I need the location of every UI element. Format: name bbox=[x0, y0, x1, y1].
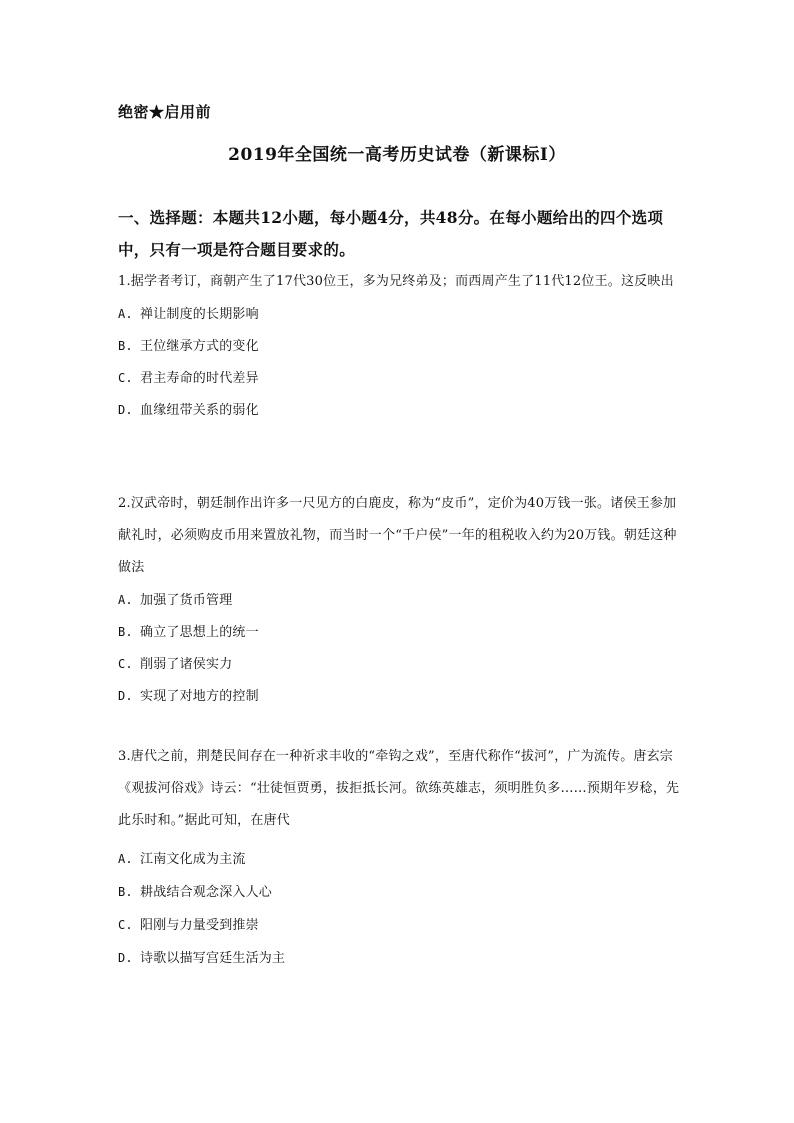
option-a bbox=[118, 843, 680, 876]
option-letter: B. bbox=[118, 625, 133, 639]
option-text: 实现了对地方的控制 bbox=[140, 689, 259, 704]
page-title: 2019年全国统一高考历史试卷（新课标Ⅰ） bbox=[228, 145, 566, 165]
option-d bbox=[118, 680, 680, 712]
section-heading: 一、选择题：本题共12小题，每小题4分，共48分。在每小题给出的四个选项中，只有一项是符合题目要求的。 bbox=[118, 208, 664, 259]
question-stem: 1.据学者考订，商朝产生了17代30位王，多为兄终弟及；而西周产生了11代12位王。这反映出 bbox=[118, 274, 674, 289]
option-b bbox=[118, 330, 680, 362]
option-letter: D. bbox=[118, 403, 133, 417]
question-3 bbox=[118, 741, 680, 975]
option-list bbox=[118, 843, 680, 975]
option-text: 确立了思想上的统一 bbox=[140, 625, 259, 640]
option-text: 江南文化成为主流 bbox=[140, 852, 246, 867]
option-letter: C. bbox=[118, 918, 133, 932]
option-text: 耕战结合观念深入人心 bbox=[140, 885, 273, 900]
question-stem: 2.汉武帝时，朝廷制作出许多一尺见方的白鹿皮，称为“皮币”，定价为40万钱一张。诸侯王参加献礼时，必须购皮币用来置放礼物，而当时一个“千户侯”一年的租税收入约为20万钱。朝廷这种做法 bbox=[118, 496, 677, 575]
question-1 bbox=[118, 266, 680, 426]
option-letter: A. bbox=[118, 307, 133, 321]
option-letter: D. bbox=[118, 689, 133, 703]
option-text: 王位继承方式的变化 bbox=[140, 339, 259, 354]
option-text: 阳刚与力量受到推崇 bbox=[140, 918, 259, 933]
option-text: 加强了货币管理 bbox=[140, 593, 233, 608]
option-c bbox=[118, 648, 680, 680]
option-text: 血缘纽带关系的弱化 bbox=[140, 403, 259, 418]
option-letter: B. bbox=[118, 339, 133, 353]
option-text: 君主寿命的时代差异 bbox=[140, 371, 259, 386]
question-2 bbox=[118, 488, 680, 712]
option-a bbox=[118, 584, 680, 616]
option-letter: C. bbox=[118, 657, 133, 671]
option-letter: B. bbox=[118, 885, 133, 899]
option-letter: D. bbox=[118, 951, 133, 965]
question-stem: 3.唐代之前，荆楚民间存在一种祈求丰收的“牵钩之戏”，至唐代称作“拔河”，广为流传。唐玄宗《观拔河俗戏》诗云：“壮徒恒贾勇，拔拒抵长河。欲练英雄志，须明胜负多……预期年岁稔，先此乐时和。”据此可知，在唐代 bbox=[118, 749, 680, 828]
option-text: 禅让制度的长期影响 bbox=[140, 307, 259, 322]
option-letter: C. bbox=[118, 371, 133, 385]
option-text: 诗歌以描写宫廷生活为主 bbox=[140, 951, 286, 966]
option-b bbox=[118, 616, 680, 648]
option-c bbox=[118, 909, 680, 942]
secret-mark: 绝密★启用前 bbox=[118, 103, 212, 121]
option-text: 削弱了诸侯实力 bbox=[140, 657, 233, 672]
option-list bbox=[118, 584, 680, 712]
option-letter: A. bbox=[118, 593, 133, 607]
option-d bbox=[118, 942, 680, 975]
option-list bbox=[118, 298, 680, 426]
option-letter: A. bbox=[118, 852, 133, 866]
option-b bbox=[118, 876, 680, 909]
option-a bbox=[118, 298, 680, 330]
option-d bbox=[118, 394, 680, 426]
option-c bbox=[118, 362, 680, 394]
